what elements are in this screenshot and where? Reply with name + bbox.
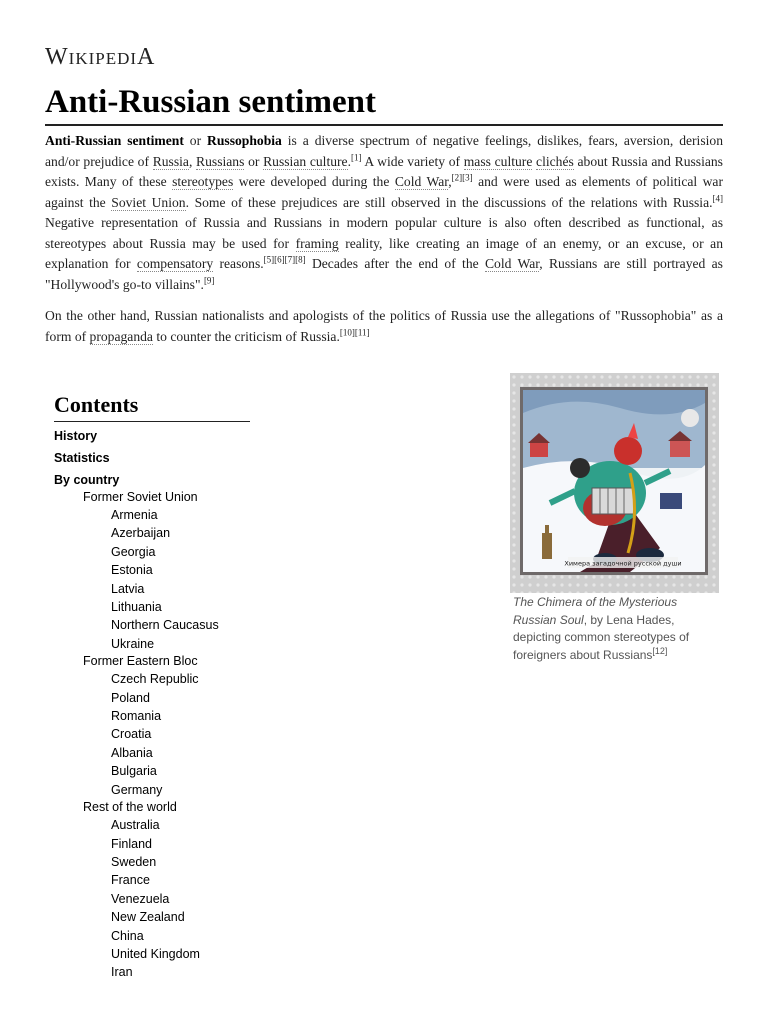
article-link[interactable]: clichés [536,153,574,169]
page-title: Anti-Russian sentiment [45,84,376,120]
body-text: about Russia and Russians exists. Many of these [45,153,723,189]
wordmark-middle: IKIPEDI [68,49,138,68]
toc-country-label[interactable]: Albania [111,745,153,760]
article-link[interactable]: stereotypes [172,174,234,189]
body-text: Decades after the end of the [305,256,485,271]
toc-country-item[interactable] [111,835,254,853]
citation-reference[interactable]: [10][11] [339,326,370,337]
toc-country-item[interactable] [111,580,254,598]
toc-subitem-label[interactable]: Former Soviet Union [83,490,198,504]
toc-country-item[interactable] [111,506,254,524]
toc-country-label[interactable]: Australia [111,818,160,833]
toc-subsublist [83,670,254,799]
toc-country-item[interactable] [111,908,254,926]
article-link[interactable]: Russia [152,153,189,169]
toc-country-item[interactable] [111,543,254,561]
toc-country-item[interactable] [111,744,254,762]
toc-country-item[interactable] [111,963,254,981]
toc-list [54,427,254,982]
body-text: reasons. [213,256,264,271]
toc-item-label[interactable]: By country [54,473,120,487]
toc-country-item[interactable] [111,890,254,908]
wikipedia-wordmark[interactable] [45,44,155,71]
body-text: On the other hand, Russian nationalists and apologists of the politics of Russia use the allegations of "Russophobia" as a form of [45,308,723,344]
toc-country-label[interactable]: Estonia [111,563,153,578]
body-text: . [347,153,351,169]
chimera-painting-icon [510,373,719,593]
toc-country-label[interactable]: Bulgaria [111,764,157,779]
article-link[interactable]: Cold War [484,256,540,271]
toc-country-item[interactable] [111,927,254,945]
toc-country-label[interactable]: China [111,928,144,943]
toc-country-item[interactable] [111,781,254,799]
toc-item-label[interactable]: Statistics [54,451,110,465]
citation-reference[interactable]: [1] [350,151,362,162]
citation-reference[interactable]: [5][6][7][8] [263,254,306,265]
caption-reference[interactable]: [12] [652,645,668,656]
toc-subitem[interactable] [83,653,254,799]
body-text: to counter the criticism of Russia. [152,328,340,344]
toc-country-label[interactable]: Azerbaijan [111,526,171,541]
toc-country-label[interactable]: Germany [111,782,163,797]
body-text: A wide variety of [361,153,464,169]
body-text: , [188,153,197,169]
toc-country-label[interactable]: United Kingdom [111,946,200,961]
toc-country-label[interactable]: Armenia [111,508,158,522]
article-link[interactable]: compensatory [136,256,214,271]
toc-subitem-label[interactable]: Former Eastern Bloc [83,654,198,669]
toc-country-item[interactable] [111,816,254,834]
wordmark-final: A [137,44,156,70]
toc-country-label[interactable]: Romania [111,709,162,724]
toc-country-label[interactable]: New Zealand [111,910,185,925]
body-text: Negative representation of Russia and Russians in modern popular culture is also often described as functional, as stereotypes about Russia may be used for [45,215,723,251]
citation-reference[interactable]: [2][3] [451,172,473,183]
toc-country-item[interactable] [111,635,254,653]
toc-item[interactable] [54,471,254,982]
image-caption [513,594,718,664]
toc-item[interactable] [54,427,254,445]
body-text: is a diverse spectrum of negative feelings, dislikes, fears, aversion, derision and/or prejudice of [45,133,723,169]
toc-country-label[interactable]: Northern Caucasus [111,618,219,633]
toc-country-item[interactable] [111,616,254,634]
body-text: or [183,133,208,148]
toc-subitem-label[interactable]: Rest of the world [83,800,177,815]
toc-country-item[interactable] [111,871,254,889]
toc-country-item[interactable] [111,853,254,871]
article-link[interactable]: Cold War [394,174,449,189]
article-link[interactable]: mass culture [463,153,533,169]
table-of-contents [54,390,254,982]
article-link[interactable]: framing [295,235,339,251]
body-text: . Some of these prejudices are still observed in the discussions of the relations with Russia. [185,194,713,210]
toc-item-label[interactable]: History [54,429,98,443]
article-link[interactable]: propaganda [89,328,153,344]
toc-country-label[interactable]: France [111,873,150,888]
second-paragraph [45,306,723,347]
toc-item[interactable] [54,449,254,467]
toc-subitem[interactable] [83,489,254,653]
citation-reference[interactable]: [4] [712,192,723,203]
toc-country-item[interactable] [111,670,254,688]
caption-text: , by Lena Hades, depicting common stereotypes of foreigners about Russians [513,612,690,662]
toc-country-item[interactable] [111,561,254,579]
article-link[interactable]: Russian culture [263,153,348,169]
bold-term: Russophobia [207,133,282,148]
toc-sublist [54,489,254,982]
toc-heading: Contents [54,390,250,422]
body-text: reality, like creating an image of an enemy, or an excuse, or an explanation for [45,235,724,271]
citation-reference[interactable]: [9] [203,274,215,285]
caption-title: The Chimera of the Mysterious Russian Soul [513,595,678,627]
body-text: , [448,174,452,189]
toc-country-label[interactable]: Czech Republic [111,672,199,687]
chimera-painting-image[interactable] [510,373,719,593]
toc-subitem[interactable] [83,799,254,982]
toc-country-label[interactable]: Ukraine [111,636,155,651]
toc-country-item[interactable] [111,689,254,707]
toc-country-label[interactable]: Finland [111,836,152,851]
toc-country-item[interactable] [111,598,254,616]
body-text: were developed during the [233,174,395,189]
toc-subsublist [83,816,254,982]
toc-country-item[interactable] [111,945,254,963]
title-divider [45,124,723,126]
painting-inscription: Химера загадочной русской души [564,559,682,568]
toc-country-label[interactable]: Iran [111,965,133,980]
toc-country-item[interactable] [111,524,254,542]
toc-country-item[interactable] [111,725,254,743]
toc-country-label[interactable]: Georgia [111,544,156,559]
toc-country-item[interactable] [111,762,254,780]
article-link[interactable]: Soviet Union [111,194,186,210]
toc-country-label[interactable]: Croatia [111,727,152,742]
toc-country-label[interactable]: Latvia [111,581,145,596]
toc-country-label[interactable]: Lithuania [111,600,162,615]
lead-paragraph [45,131,723,295]
toc-country-label[interactable]: Sweden [111,854,157,869]
article-link[interactable]: Russians [196,153,245,169]
toc-country-label[interactable]: Poland [111,690,150,705]
body-text: , Russians are still portrayed as "Hollywood's go-to villains". [45,256,723,292]
wordmark-initial: W [45,44,69,70]
bold-term: Anti-Russian sentiment [45,133,184,148]
body-text: or [244,153,264,169]
toc-subsublist [83,506,254,653]
body-text: and were used as elements of political war against the [45,174,723,210]
toc-country-label[interactable]: Venezuela [111,891,170,906]
toc-country-item[interactable] [111,707,254,725]
